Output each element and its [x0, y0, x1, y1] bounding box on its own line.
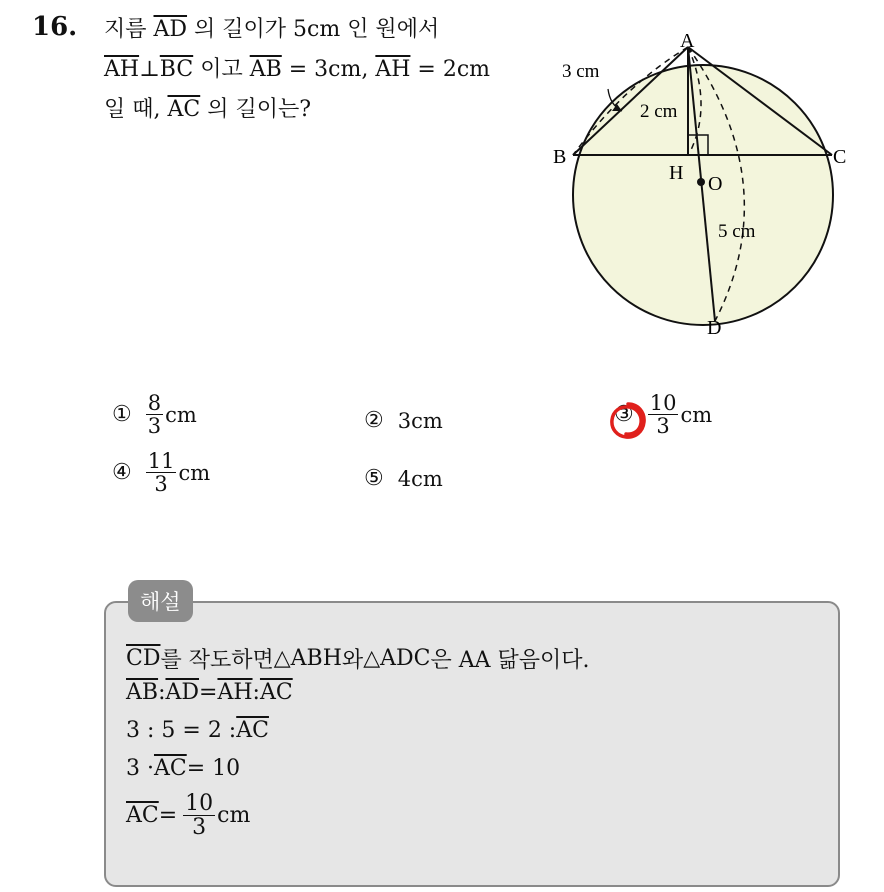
point-c-label: C	[833, 146, 847, 168]
question-line-2: $\overline{AH}\perp\overline{BC}$ 이고 $\overline{AB} = 3cm$, $\overline{AH} = 2cm$	[104, 57, 491, 82]
point-o-label: O	[708, 173, 723, 195]
solution-line-5: $\overline{AC}$ = $\frac{10}{3}$ cm	[126, 791, 251, 841]
fraction: $\frac{8}{3}$	[147, 391, 162, 439]
point-h-label: H	[669, 162, 684, 184]
fraction: $\frac{11}{3}$	[147, 449, 175, 497]
fraction: $\frac{10}{3}$	[185, 791, 214, 841]
point-b-label: B	[553, 146, 567, 168]
question-line-3: 일 때, $\overline{AC}$ 의 길이는?	[104, 97, 312, 122]
segment-ac: $\overline{AC}$	[167, 97, 201, 122]
segment-ad: $\overline{AD}$	[153, 17, 188, 42]
choice-1[interactable]: ① $\frac{8}{3}$ cm	[112, 391, 197, 439]
geometry-figure	[545, 25, 855, 345]
solution-tag: 해설	[128, 580, 193, 622]
point-d-label: D	[707, 317, 722, 339]
choice-2[interactable]: ② 3cm	[364, 408, 443, 433]
length-ah-label: 2 cm	[640, 101, 678, 122]
center-dot	[697, 178, 705, 186]
solution-line-1: $\overline{CD}$ 를 작도하면 △ABH 와 △ADC 은 AA 닮음이다.	[126, 646, 590, 673]
length-ab-label: 3 cm	[562, 61, 600, 82]
solution-line-4: 3 · $\overline{AC}$ = 10	[126, 756, 241, 781]
question-number: 16.	[32, 12, 78, 42]
segment-ah: $\overline{AH}$	[375, 57, 411, 82]
length-ad-label: 5 cm	[718, 221, 756, 242]
choice-5[interactable]: ⑤ 4cm	[364, 466, 443, 491]
solution-line-3: 3 : 5 = 2 : $\overline{AC}$	[126, 718, 269, 743]
segment-bc: $\overline{BC}$	[159, 57, 194, 82]
answer-circle-marker	[608, 401, 648, 441]
choice-4[interactable]: ④ $\frac{11}{3}$ cm	[112, 449, 211, 497]
choice-3[interactable]: ③ $\frac{10}{3}$ cm	[614, 391, 713, 439]
point-a-label: A	[680, 30, 695, 52]
fraction: $\frac{10}{3}$	[649, 391, 677, 439]
solution-line-2: $\overline{AB}$ : $\overline{AD}$ = $\overline{AH}$ : $\overline{AC}$	[126, 680, 293, 705]
segment-ab: $\overline{AB}$	[249, 57, 282, 82]
segment-ah: $\overline{AH}$	[104, 57, 140, 82]
question-line-1: 지름 $\overline{AD}$ 의 길이가 5cm 인 원에서	[104, 17, 440, 42]
